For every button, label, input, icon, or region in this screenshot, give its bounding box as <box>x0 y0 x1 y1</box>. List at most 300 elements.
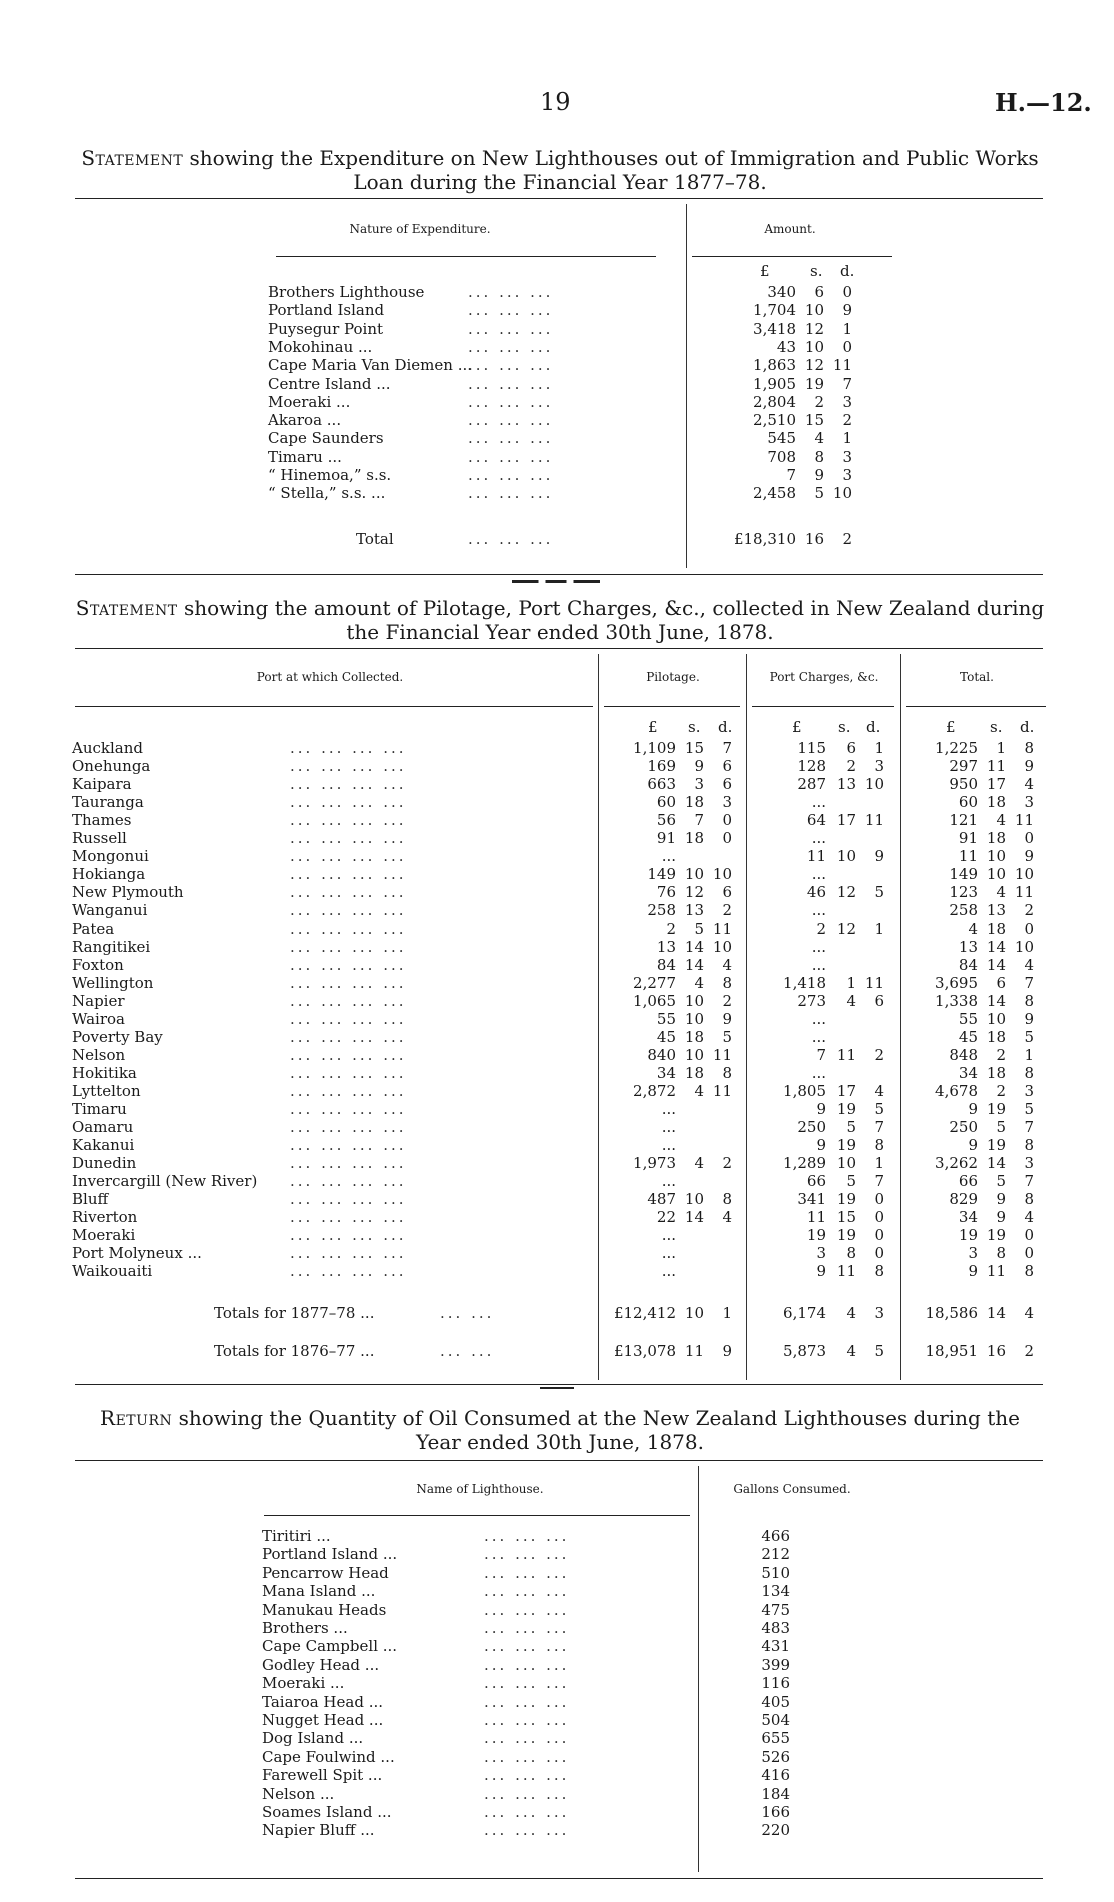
table2-row <box>0 847 1114 865</box>
amount-pounds: ... <box>661 1226 676 1245</box>
leader-dots: ... ... ... <box>468 530 554 548</box>
gallons-value: 220 <box>761 1821 790 1840</box>
lighthouse-name: Farewell Spit ... <box>262 1766 383 1785</box>
port-name: Port Molyneux ... <box>72 1244 202 1263</box>
amount-pounds: ... <box>661 1100 676 1118</box>
amount-pounds: 18,951 <box>925 1342 978 1360</box>
amount-pounds: ... <box>811 829 826 848</box>
amount-pence: 9 <box>722 1342 732 1360</box>
amount-pounds: 91 <box>656 829 676 848</box>
amount-shillings: 19 <box>836 1100 856 1118</box>
amount-pence: 7 <box>1024 1172 1034 1191</box>
leader-dots: ... ... ... <box>484 1655 570 1674</box>
leader-dots: ... ... ... ... <box>290 937 407 956</box>
amount-pounds: 1,973 <box>633 1154 676 1173</box>
table2-row <box>0 1208 1114 1226</box>
table1-title-line2: Loan during the Financial Year 1877–78. <box>353 170 767 194</box>
table3-bottom-rule <box>75 1878 1043 1879</box>
amount-pounds: 91 <box>958 829 978 848</box>
lighthouse-name: Godley Head ... <box>262 1655 380 1674</box>
amount-shillings: 14 <box>986 955 1006 974</box>
leader-dots: ... ... ... ... <box>290 1136 407 1155</box>
amount-pounds: 3,695 <box>935 973 978 992</box>
table2-top-rule <box>75 648 1043 649</box>
amount-pounds: 34 <box>958 1063 978 1082</box>
amount-shillings: 10 <box>804 337 824 356</box>
table1-row <box>0 301 1114 319</box>
amount-shillings: 19 <box>836 1136 856 1155</box>
lighthouse-name: Brothers ... <box>262 1619 348 1637</box>
amount-shillings: 18 <box>986 829 1006 848</box>
lighthouse-name: Nelson ... <box>262 1784 335 1803</box>
amount-pounds: 45 <box>656 1027 676 1046</box>
lighthouse-name: Taiaroa Head ... <box>262 1692 384 1711</box>
section-ornament-small <box>540 1387 574 1389</box>
amount-pounds: 4 <box>968 919 978 938</box>
amount-pounds: ... <box>811 1027 826 1046</box>
table3-header-name: Name of Lighthouse. <box>416 1482 544 1496</box>
amount-shillings: 4 <box>996 811 1006 830</box>
lighthouse-name: Cape Maria Van Diemen ... <box>268 356 473 375</box>
amount-pounds: 1,704 <box>753 301 796 320</box>
amount-pounds: ... <box>811 937 826 956</box>
leader-dots: ... ... ... ... <box>290 1226 407 1245</box>
amount-shillings: 2 <box>996 1045 1006 1064</box>
amount-shillings: 8 <box>846 1244 856 1263</box>
amount-pence: 4 <box>1024 955 1034 974</box>
amount-pence: 0 <box>874 1208 884 1227</box>
amount-pence: 0 <box>1024 919 1034 938</box>
table3-title-rest: showing the Quantity of Oil Consumed at the New Zealand Lighthouses during the <box>172 1406 1020 1430</box>
amount-shillings: 13 <box>986 901 1006 920</box>
amount-shillings: 5 <box>996 1172 1006 1191</box>
unit-pounds: £ <box>760 262 770 280</box>
lighthouse-name: Moeraki ... <box>262 1674 345 1693</box>
port-name: Moeraki <box>72 1226 136 1245</box>
table3-title-line2: Year ended 30th June, 1878. <box>416 1430 704 1454</box>
amount-pounds: 13 <box>656 937 676 956</box>
table3-row <box>0 1637 1114 1655</box>
amount-pence: 8 <box>1024 1063 1034 1082</box>
table1-row <box>0 283 1114 301</box>
amount-shillings: 7 <box>694 811 704 830</box>
amount-pence: 4 <box>722 955 732 974</box>
amount-pence: 9 <box>1024 757 1034 776</box>
amount-shillings: 10 <box>684 991 704 1010</box>
table2-header-rule-3 <box>752 706 894 707</box>
amount-pence: 2 <box>722 1154 732 1173</box>
amount-shillings: 17 <box>836 1081 856 1100</box>
leader-dots: ... ... ... ... <box>290 757 407 776</box>
amount-shillings: 18 <box>684 1027 704 1046</box>
leader-dots: ... ... ... <box>484 1527 570 1545</box>
amount-pounds: 9 <box>816 1136 826 1155</box>
amount-pence: 3 <box>874 757 884 776</box>
amount-pence: 7 <box>722 739 732 757</box>
amount-shillings: 4 <box>814 429 824 448</box>
leader-dots: ... ... ... <box>468 447 554 466</box>
lighthouse-name: Cape Foulwind ... <box>262 1747 395 1766</box>
amount-shillings: 15 <box>836 1208 856 1227</box>
gallons-value: 416 <box>761 1766 790 1785</box>
amount-pounds: 9 <box>968 1100 978 1118</box>
amount-pounds: 34 <box>656 1063 676 1082</box>
table3-row <box>0 1656 1114 1674</box>
port-name: Riverton <box>72 1208 138 1227</box>
leader-dots: ... ... ... ... <box>290 1262 407 1281</box>
lighthouse-name: Centre Island ... <box>268 374 391 393</box>
amount-shillings: 14 <box>986 1154 1006 1173</box>
gallons-value: 399 <box>761 1655 790 1674</box>
amount-shillings: 13 <box>684 901 704 920</box>
amount-shillings: 2 <box>814 392 824 411</box>
leader-dots: ... ... ... <box>484 1766 570 1785</box>
amount-pounds: 708 <box>767 447 796 466</box>
amount-shillings: 5 <box>814 484 824 503</box>
lighthouse-name: Portland Island ... <box>262 1545 398 1564</box>
amount-pounds: 6,174 <box>783 1304 826 1322</box>
table3-row <box>0 1748 1114 1766</box>
amount-pounds: 22 <box>656 1208 676 1227</box>
leader-dots: ... ... ... ... <box>290 1009 407 1028</box>
amount-pence: 3 <box>1024 1081 1034 1100</box>
amount-pence: 5 <box>1024 1100 1034 1118</box>
table3-row <box>0 1674 1114 1692</box>
lighthouse-name: Moeraki ... <box>268 392 351 411</box>
table2-bottom-rule <box>75 1384 1043 1385</box>
table2-header-rule-1 <box>75 706 593 707</box>
amount-pence: 5 <box>874 1100 884 1118</box>
amount-pence: 2 <box>874 1045 884 1064</box>
table3-row <box>0 1601 1114 1619</box>
port-name: Bluff <box>72 1190 109 1209</box>
amount-shillings: 19 <box>804 374 824 393</box>
leader-dots: ... ... ... ... <box>290 901 407 920</box>
amount-shillings: 3 <box>694 775 704 794</box>
amount-shillings: 4 <box>694 1154 704 1173</box>
table1-top-rule <box>75 198 1043 199</box>
amount-shillings: 14 <box>684 955 704 974</box>
leader-dots: ... ... ... ... <box>290 865 407 884</box>
table2-row <box>0 1154 1114 1172</box>
lighthouse-name: Brothers Lighthouse <box>268 283 425 301</box>
amount-shillings: 9 <box>996 1208 1006 1227</box>
amount-pounds: 950 <box>949 775 978 794</box>
table2-row <box>0 1226 1114 1244</box>
amount-pence: 1 <box>874 919 884 938</box>
lighthouse-name: Cape Saunders <box>268 429 384 448</box>
amount-pence: 1 <box>842 429 852 448</box>
amount-pence: 7 <box>874 1118 884 1137</box>
amount-pounds: 3,262 <box>935 1154 978 1173</box>
amount-pounds: 9 <box>968 1136 978 1155</box>
amount-pence: 9 <box>722 1009 732 1028</box>
table2-totals-row <box>0 1342 1114 1360</box>
amount-pence: 4 <box>1024 1208 1034 1227</box>
table3-title <box>60 1406 1060 1454</box>
leader-dots: ... ... ... ... <box>290 883 407 902</box>
port-name: Hokitika <box>72 1063 137 1082</box>
leader-dots: ... ... ... ... <box>290 919 407 938</box>
port-name: Wellington <box>72 973 154 992</box>
amount-pence: 6 <box>874 991 884 1010</box>
leader-dots: ... ... ... ... <box>290 991 407 1010</box>
leader-dots: ... ... ... <box>468 301 554 320</box>
leader-dots: ... ... ... <box>484 1747 570 1766</box>
amount-pence: 8 <box>874 1136 884 1155</box>
amount-pence: 9 <box>874 847 884 866</box>
amount-pence: 11 <box>1014 883 1034 902</box>
amount-shillings: 18 <box>986 919 1006 938</box>
amount-pounds: 3,418 <box>753 319 796 338</box>
amount-shillings: 8 <box>996 1244 1006 1263</box>
table1-row <box>0 393 1114 411</box>
leader-dots: ... ... ... ... <box>290 1045 407 1064</box>
gallons-value: 212 <box>761 1545 790 1564</box>
amount-shillings: 9 <box>694 757 704 776</box>
amount-shillings: 4 <box>846 1304 856 1322</box>
table3-row <box>0 1619 1114 1637</box>
table2-row <box>0 757 1114 775</box>
leader-dots: ... ... ... <box>484 1803 570 1821</box>
table3-row <box>0 1711 1114 1729</box>
amount-pence: 10 <box>1014 865 1034 884</box>
amount-shillings: 10 <box>684 1009 704 1028</box>
table1-row <box>0 375 1114 393</box>
table2-row <box>0 938 1114 956</box>
port-name: Wairoa <box>72 1009 125 1028</box>
table3-row <box>0 1582 1114 1600</box>
amount-pounds: 848 <box>949 1045 978 1064</box>
table2-row <box>0 829 1114 847</box>
amount-shillings: 14 <box>684 937 704 956</box>
unit-shillings: s. <box>990 718 1003 736</box>
amount-shillings: 11 <box>836 1262 856 1281</box>
leader-dots: ... ... ... <box>468 411 554 430</box>
amount-shillings: 4 <box>694 973 704 992</box>
amount-pence: 6 <box>722 775 732 794</box>
amount-pounds: 1,065 <box>633 991 676 1010</box>
amount-shillings: 18 <box>986 1027 1006 1046</box>
port-name: Rangitikei <box>72 937 151 956</box>
leader-dots: ... ... ... <box>484 1637 570 1656</box>
table2-row <box>0 901 1114 919</box>
table2-row <box>0 920 1114 938</box>
gallons-value: 526 <box>761 1747 790 1766</box>
lighthouse-name: Nugget Head ... <box>262 1711 384 1729</box>
amount-shillings: 9 <box>996 1190 1006 1209</box>
unit-pence: d. <box>840 262 855 280</box>
amount-shillings: 4 <box>846 1342 856 1360</box>
table1-row <box>0 484 1114 502</box>
amount-pence: 7 <box>842 374 852 393</box>
leader-dots: ... ... ... ... <box>290 811 407 830</box>
lighthouse-name: Soames Island ... <box>262 1803 392 1821</box>
amount-shillings: 19 <box>986 1136 1006 1155</box>
amount-pence: 5 <box>1024 1027 1034 1046</box>
amount-shillings: 11 <box>684 1342 704 1360</box>
amount-pounds: 287 <box>797 775 826 794</box>
table3-header-gallons: Gallons Consumed. <box>733 1482 851 1496</box>
amount-pounds: 341 <box>797 1190 826 1209</box>
table1-row <box>0 356 1114 374</box>
amount-pounds: 115 <box>797 739 826 757</box>
gallons-value: 483 <box>761 1619 790 1637</box>
amount-pence: 10 <box>712 937 732 956</box>
amount-pence: 3 <box>722 793 732 812</box>
totals-label: Totals for 1877–78 ... <box>214 1304 375 1322</box>
port-name: Thames <box>72 811 132 830</box>
amount-pence: 11 <box>832 356 852 375</box>
amount-pounds: 11 <box>806 1208 826 1227</box>
table1-header-rule-left <box>276 256 656 257</box>
leader-dots: ... ... ... <box>468 392 554 411</box>
amount-pounds: 487 <box>647 1190 676 1209</box>
amount-shillings: 8 <box>814 447 824 466</box>
amount-pence: 8 <box>1024 1136 1034 1155</box>
table2-totals-row <box>0 1304 1114 1322</box>
unit-pounds: £ <box>792 718 802 736</box>
document-reference: H.—12. <box>995 88 1092 117</box>
amount-pounds: 13 <box>958 937 978 956</box>
leader-dots: ... ... <box>440 1342 495 1360</box>
lighthouse-name: Mokohinau ... <box>268 337 373 356</box>
table3-title-lead: Return <box>100 1406 173 1430</box>
table2-row <box>0 883 1114 901</box>
lighthouse-name: “ Stella,” s.s. ... <box>268 484 386 503</box>
table3-row <box>0 1821 1114 1839</box>
leader-dots: ... ... ... <box>484 1784 570 1803</box>
amount-shillings: 18 <box>684 1063 704 1082</box>
amount-shillings: 17 <box>836 811 856 830</box>
table2-row <box>0 1100 1114 1118</box>
amount-pence: 5 <box>874 1342 884 1360</box>
lighthouse-name: Portland Island <box>268 301 385 320</box>
leader-dots: ... ... ... ... <box>290 973 407 992</box>
amount-shillings: 11 <box>986 1262 1006 1281</box>
table2-row <box>0 793 1114 811</box>
amount-shillings: 6 <box>996 973 1006 992</box>
table2-header-port-charges: Port Charges, &c. <box>769 670 879 684</box>
amount-shillings: 12 <box>804 319 824 338</box>
amount-pounds: ... <box>811 1063 826 1082</box>
port-name: Waikouaiti <box>72 1262 153 1281</box>
amount-shillings: 12 <box>836 883 856 902</box>
leader-dots: ... ... ... <box>468 319 554 338</box>
amount-pence: 8 <box>1024 1262 1034 1281</box>
amount-pounds: 9 <box>816 1262 826 1281</box>
gallons-value: 431 <box>761 1637 790 1656</box>
amount-pence: 4 <box>874 1081 884 1100</box>
amount-pence: 2 <box>1024 901 1034 920</box>
amount-pence: 3 <box>874 1304 884 1322</box>
amount-pence: 1 <box>874 1154 884 1173</box>
amount-pounds: 2,804 <box>753 392 796 411</box>
amount-pounds: 2,458 <box>753 484 796 503</box>
amount-pence: 0 <box>1024 1244 1034 1263</box>
leader-dots: ... ... <box>440 1304 495 1322</box>
table2-row <box>0 956 1114 974</box>
leader-dots: ... ... ... <box>484 1692 570 1711</box>
amount-pounds: ... <box>811 1009 826 1028</box>
table2-row <box>0 1118 1114 1136</box>
amount-pence: 7 <box>1024 973 1034 992</box>
amount-shillings: 12 <box>836 919 856 938</box>
amount-pence: 0 <box>874 1190 884 1209</box>
leader-dots: ... ... ... ... <box>290 775 407 794</box>
amount-pence: 0 <box>842 283 852 301</box>
leader-dots: ... ... ... ... <box>290 1063 407 1082</box>
gallons-value: 166 <box>761 1803 790 1821</box>
amount-pence: 1 <box>1024 1045 1034 1064</box>
amount-pence: 0 <box>874 1226 884 1245</box>
leader-dots: ... ... ... <box>484 1582 570 1601</box>
lighthouse-name: Timaru ... <box>268 447 342 466</box>
amount-pounds: 9 <box>816 1100 826 1118</box>
amount-pence: 8 <box>722 973 732 992</box>
amount-shillings: 18 <box>684 793 704 812</box>
amount-pence: 9 <box>1024 1009 1034 1028</box>
port-name: Patea <box>72 919 115 938</box>
leader-dots: ... ... ... <box>468 429 554 448</box>
amount-pence: 1 <box>874 739 884 757</box>
amount-pounds: 46 <box>806 883 826 902</box>
port-name: Nelson <box>72 1045 126 1064</box>
amount-pounds: 1,805 <box>783 1081 826 1100</box>
unit-shillings: s. <box>810 262 823 280</box>
table2-title-rest: showing the amount of Pilotage, Port Charges, &c., collected in New Zealand during <box>177 596 1045 620</box>
amount-pounds: 19 <box>806 1226 826 1245</box>
table2-title-line2: the Financial Year ended 30th June, 1878. <box>346 620 774 644</box>
lighthouse-name: Napier Bluff ... <box>262 1821 375 1840</box>
leader-dots: ... ... ... <box>468 283 554 301</box>
port-name: Foxton <box>72 955 124 974</box>
amount-pence: 8 <box>1024 739 1034 757</box>
leader-dots: ... ... ... <box>484 1711 570 1729</box>
amount-pence: 6 <box>722 757 732 776</box>
amount-shillings: 2 <box>846 757 856 776</box>
table2-row <box>0 1046 1114 1064</box>
amount-pounds: 34 <box>958 1208 978 1227</box>
amount-shillings: 9 <box>814 466 824 484</box>
amount-pounds: 545 <box>767 429 796 448</box>
lighthouse-name: Manukau Heads <box>262 1600 387 1619</box>
amount-pounds: 43 <box>776 337 796 356</box>
amount-pounds: 55 <box>958 1009 978 1028</box>
leader-dots: ... ... ... ... <box>290 1081 407 1100</box>
leader-dots: ... ... ... ... <box>290 1208 407 1227</box>
amount-pounds: 56 <box>656 811 676 830</box>
amount-shillings: 19 <box>836 1226 856 1245</box>
amount-pounds: 1,225 <box>935 739 978 757</box>
amount-shillings: 11 <box>986 757 1006 776</box>
amount-shillings: 19 <box>986 1100 1006 1118</box>
amount-shillings: 14 <box>684 1208 704 1227</box>
amount-shillings: 15 <box>804 411 824 430</box>
amount-pence: 0 <box>722 811 732 830</box>
amount-shillings: 4 <box>694 1081 704 1100</box>
amount-pounds: 258 <box>949 901 978 920</box>
amount-pounds: 273 <box>797 991 826 1010</box>
leader-dots: ... ... ... ... <box>290 1154 407 1173</box>
amount-pounds: 128 <box>797 757 826 776</box>
amount-pounds: 60 <box>656 793 676 812</box>
total-shillings: 16 <box>804 530 824 548</box>
amount-pounds: 250 <box>949 1118 978 1137</box>
amount-pounds: 64 <box>806 811 826 830</box>
amount-pence: 8 <box>722 1190 732 1209</box>
amount-pence: 11 <box>712 1045 732 1064</box>
